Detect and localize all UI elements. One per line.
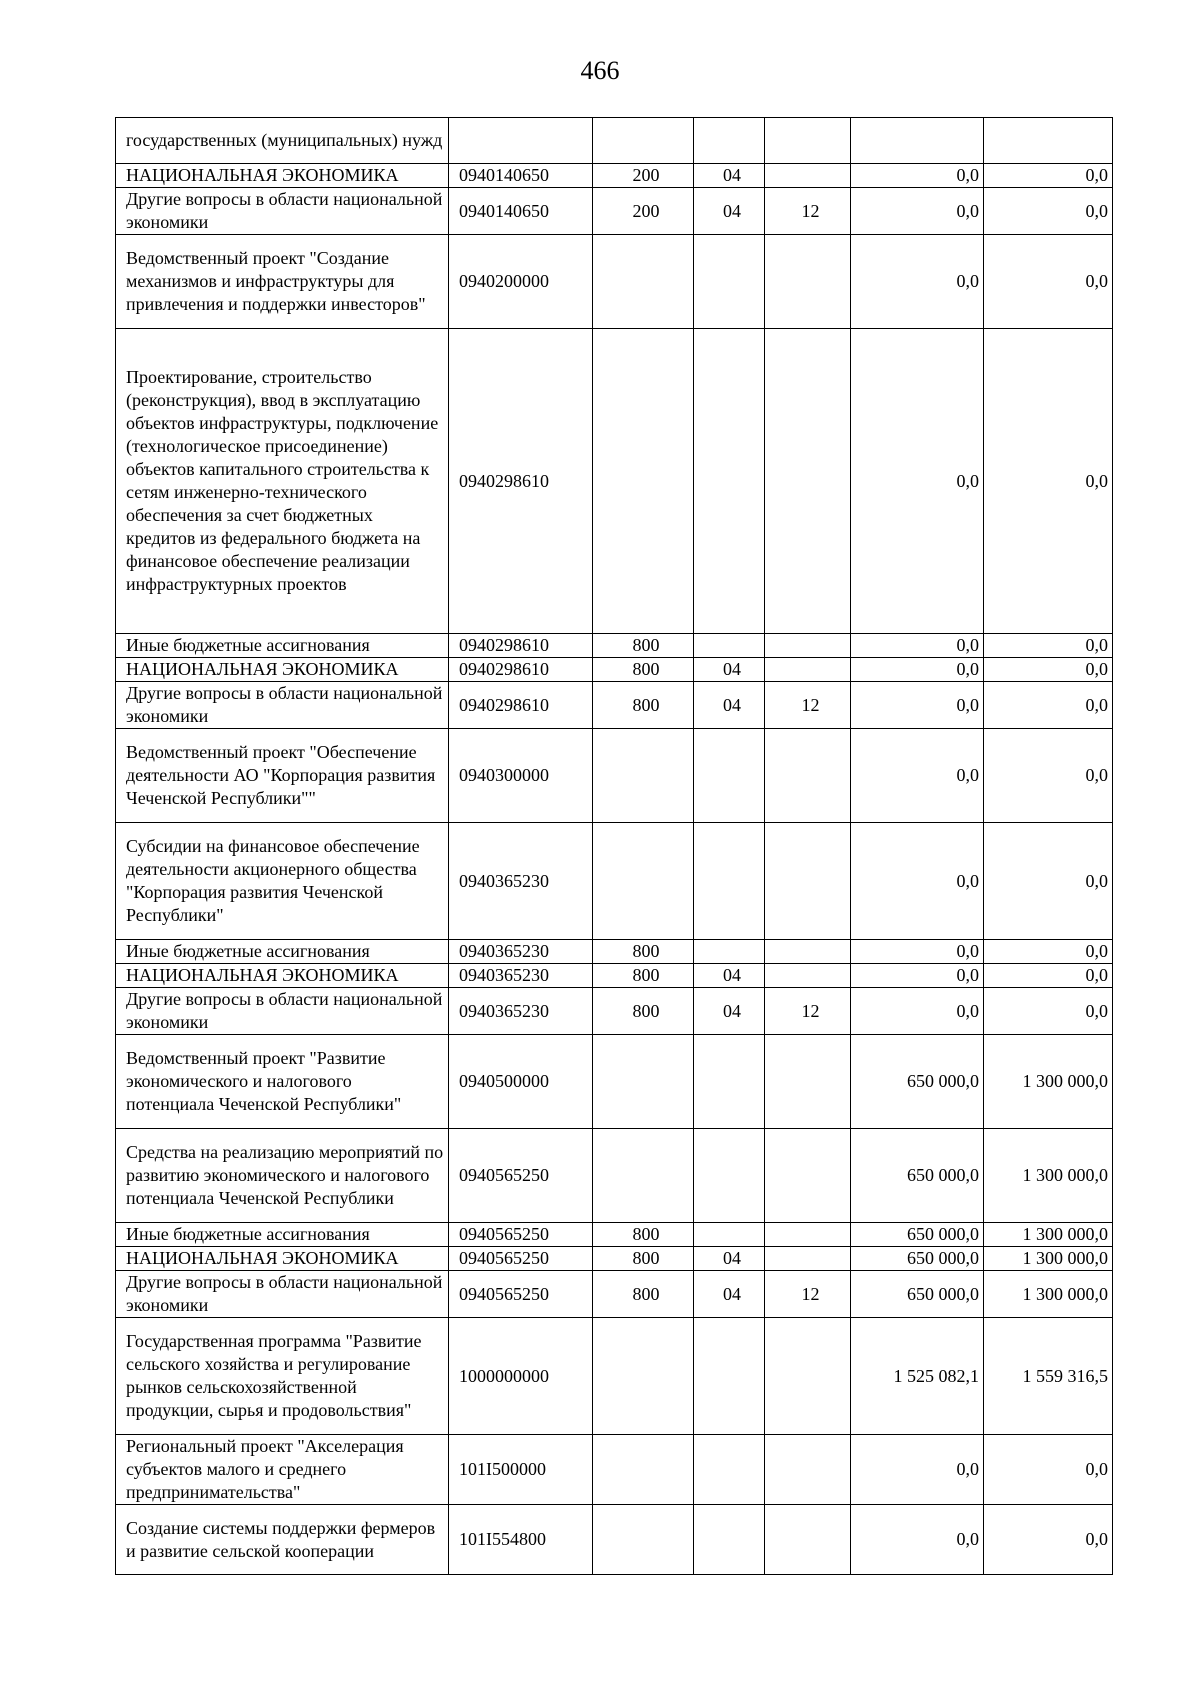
row-section-cell: 04 <box>694 1271 765 1318</box>
row-subsection-cell: 12 <box>765 188 851 235</box>
row-section-cell: 04 <box>694 1247 765 1271</box>
row-code-cell: 1000000000 <box>449 1318 593 1435</box>
row-subsection-cell <box>765 940 851 964</box>
row-name-cell: Средства на реализацию мероприятий по развитию экономического и налогового потенциала Чеченской Республики <box>116 1129 449 1223</box>
row-subsection-cell <box>765 964 851 988</box>
table-row <box>116 964 1113 988</box>
row-subsection-cell: 12 <box>765 1271 851 1318</box>
row-expense-type-cell <box>593 235 694 329</box>
row-subsection-cell <box>765 164 851 188</box>
row-sum-year2-cell: 0,0 <box>984 823 1113 940</box>
row-section-cell <box>694 940 765 964</box>
row-name-cell: Иные бюджетные ассигнования <box>116 940 449 964</box>
row-code-cell: 0940298610 <box>449 634 593 658</box>
row-subsection-cell <box>765 118 851 164</box>
table-row <box>116 235 1113 329</box>
row-code-cell: 101I554800 <box>449 1505 593 1575</box>
row-name-cell: государственных (муниципальных) нужд <box>116 118 449 164</box>
row-expense-type-cell <box>593 823 694 940</box>
table-row <box>116 1505 1113 1575</box>
row-sum-year2-cell <box>984 118 1113 164</box>
row-name-cell: Ведомственный проект "Развитие экономического и налогового потенциала Чеченской Республики" <box>116 1035 449 1129</box>
row-sum-year2-cell: 1 300 000,0 <box>984 1129 1113 1223</box>
table-row <box>116 729 1113 823</box>
row-code-cell: 0940565250 <box>449 1223 593 1247</box>
row-sum-year2-cell: 0,0 <box>984 164 1113 188</box>
row-expense-type-cell: 800 <box>593 634 694 658</box>
row-sum-year1-cell: 0,0 <box>851 682 984 729</box>
row-name-cell: Государственная программа "Развитие сельского хозяйства и регулирование рынков сельскохозяйственной продукции, сырья и продовольствия" <box>116 1318 449 1435</box>
row-code-cell: 0940140650 <box>449 188 593 235</box>
row-code-cell: 0940565250 <box>449 1271 593 1318</box>
row-sum-year1-cell: 0,0 <box>851 329 984 634</box>
row-section-cell: 04 <box>694 964 765 988</box>
row-section-cell <box>694 1223 765 1247</box>
row-name-cell: Другие вопросы в области национальной экономики <box>116 1271 449 1318</box>
row-sum-year2-cell: 0,0 <box>984 329 1113 634</box>
row-section-cell <box>694 118 765 164</box>
row-expense-type-cell: 800 <box>593 1223 694 1247</box>
row-expense-type-cell: 800 <box>593 964 694 988</box>
row-sum-year1-cell: 650 000,0 <box>851 1129 984 1223</box>
row-code-cell: 0940300000 <box>449 729 593 823</box>
row-section-cell: 04 <box>694 682 765 729</box>
row-expense-type-cell <box>593 329 694 634</box>
row-sum-year2-cell: 0,0 <box>984 1505 1113 1575</box>
row-code-cell <box>449 118 593 164</box>
row-subsection-cell <box>765 1435 851 1505</box>
row-code-cell: 0940565250 <box>449 1247 593 1271</box>
row-sum-year2-cell: 0,0 <box>984 682 1113 729</box>
row-expense-type-cell <box>593 1035 694 1129</box>
row-sum-year1-cell: 1 525 082,1 <box>851 1318 984 1435</box>
row-sum-year2-cell: 0,0 <box>984 988 1113 1035</box>
row-code-cell: 0940365230 <box>449 940 593 964</box>
row-sum-year1-cell: 0,0 <box>851 729 984 823</box>
row-subsection-cell: 12 <box>765 988 851 1035</box>
row-name-cell: Региональный проект "Акселерация субъектов малого и среднего предпринимательства" <box>116 1435 449 1505</box>
table-row <box>116 329 1113 634</box>
row-code-cell: 0940298610 <box>449 658 593 682</box>
row-section-cell <box>694 1318 765 1435</box>
row-code-cell: 0940298610 <box>449 682 593 729</box>
row-subsection-cell <box>765 1318 851 1435</box>
row-subsection-cell <box>765 658 851 682</box>
row-name-cell: Другие вопросы в области национальной экономики <box>116 988 449 1035</box>
row-sum-year1-cell: 0,0 <box>851 964 984 988</box>
row-subsection-cell: 12 <box>765 682 851 729</box>
row-subsection-cell <box>765 235 851 329</box>
row-sum-year1-cell: 650 000,0 <box>851 1271 984 1318</box>
row-name-cell: НАЦИОНАЛЬНАЯ ЭКОНОМИКА <box>116 658 449 682</box>
table-row <box>116 1129 1113 1223</box>
row-section-cell: 04 <box>694 188 765 235</box>
row-expense-type-cell: 200 <box>593 188 694 235</box>
row-sum-year1-cell: 0,0 <box>851 634 984 658</box>
table-row <box>116 1271 1113 1318</box>
row-section-cell: 04 <box>694 164 765 188</box>
table-row <box>116 118 1113 164</box>
row-subsection-cell <box>765 329 851 634</box>
row-code-cell: 0940298610 <box>449 329 593 634</box>
row-sum-year1-cell: 0,0 <box>851 164 984 188</box>
row-section-cell <box>694 329 765 634</box>
row-expense-type-cell: 800 <box>593 940 694 964</box>
budget-table-body <box>116 118 1113 1575</box>
row-subsection-cell <box>765 634 851 658</box>
row-subsection-cell <box>765 1035 851 1129</box>
row-expense-type-cell: 800 <box>593 988 694 1035</box>
row-expense-type-cell <box>593 1505 694 1575</box>
row-section-cell <box>694 634 765 658</box>
row-sum-year2-cell: 0,0 <box>984 235 1113 329</box>
row-subsection-cell <box>765 823 851 940</box>
row-section-cell <box>694 1505 765 1575</box>
row-expense-type-cell <box>593 729 694 823</box>
row-code-cell: 0940365230 <box>449 988 593 1035</box>
row-sum-year1-cell: 0,0 <box>851 1505 984 1575</box>
row-code-cell: 0940565250 <box>449 1129 593 1223</box>
row-section-cell: 04 <box>694 988 765 1035</box>
row-name-cell: Иные бюджетные ассигнования <box>116 634 449 658</box>
row-sum-year2-cell: 0,0 <box>984 964 1113 988</box>
row-sum-year1-cell: 0,0 <box>851 188 984 235</box>
row-sum-year2-cell: 1 559 316,5 <box>984 1318 1113 1435</box>
table-row <box>116 823 1113 940</box>
row-sum-year1-cell: 0,0 <box>851 235 984 329</box>
row-section-cell <box>694 1129 765 1223</box>
row-expense-type-cell <box>593 1318 694 1435</box>
row-subsection-cell <box>765 1223 851 1247</box>
table-row <box>116 1035 1113 1129</box>
row-section-cell <box>694 1435 765 1505</box>
row-code-cell: 101I500000 <box>449 1435 593 1505</box>
table-row <box>116 658 1113 682</box>
table-row <box>116 682 1113 729</box>
row-sum-year1-cell: 0,0 <box>851 940 984 964</box>
row-code-cell: 0940365230 <box>449 823 593 940</box>
table-row <box>116 1318 1113 1435</box>
table-row <box>116 164 1113 188</box>
row-expense-type-cell: 200 <box>593 164 694 188</box>
row-name-cell: НАЦИОНАЛЬНАЯ ЭКОНОМИКА <box>116 964 449 988</box>
row-name-cell: Другие вопросы в области национальной экономики <box>116 188 449 235</box>
row-name-cell: Ведомственный проект "Обеспечение деятельности АО "Корпорация развития Чеченской Республики"" <box>116 729 449 823</box>
row-sum-year2-cell: 0,0 <box>984 188 1113 235</box>
row-subsection-cell <box>765 1247 851 1271</box>
row-section-cell <box>694 823 765 940</box>
page-number: 466 <box>580 56 620 85</box>
row-sum-year1-cell: 650 000,0 <box>851 1035 984 1129</box>
row-name-cell: Другие вопросы в области национальной экономики <box>116 682 449 729</box>
row-sum-year1-cell <box>851 118 984 164</box>
row-sum-year2-cell: 0,0 <box>984 634 1113 658</box>
row-sum-year2-cell: 1 300 000,0 <box>984 1223 1113 1247</box>
row-section-cell <box>694 1035 765 1129</box>
row-section-cell <box>694 729 765 823</box>
row-sum-year1-cell: 650 000,0 <box>851 1223 984 1247</box>
row-name-cell: Создание системы поддержки фермеров и развитие сельской кооперации <box>116 1505 449 1575</box>
row-sum-year2-cell: 0,0 <box>984 658 1113 682</box>
row-section-cell: 04 <box>694 658 765 682</box>
row-code-cell: 0940140650 <box>449 164 593 188</box>
table-row <box>116 988 1113 1035</box>
row-expense-type-cell <box>593 1129 694 1223</box>
row-sum-year1-cell: 0,0 <box>851 823 984 940</box>
table-row <box>116 1247 1113 1271</box>
row-name-cell: Субсидии на финансовое обеспечение деятельности акционерного общества "Корпорация развития Чеченской Республики" <box>116 823 449 940</box>
table-row <box>116 940 1113 964</box>
row-expense-type-cell: 800 <box>593 658 694 682</box>
row-sum-year1-cell: 0,0 <box>851 1435 984 1505</box>
row-sum-year2-cell: 0,0 <box>984 1435 1113 1505</box>
row-sum-year2-cell: 1 300 000,0 <box>984 1035 1113 1129</box>
row-name-cell: Иные бюджетные ассигнования <box>116 1223 449 1247</box>
row-sum-year1-cell: 0,0 <box>851 658 984 682</box>
row-name-cell: Проектирование, строительство (реконструкция), ввод в эксплуатацию объектов инфраструктуры, подключение (технологическое присоединение) объектов капитального строительства к сетям инженерно-технического обеспечения за счет бюджетных кредитов из федерального бюджета на финансовое обеспечение реализации инфраструктурных проектов <box>116 329 449 634</box>
row-sum-year1-cell: 650 000,0 <box>851 1247 984 1271</box>
row-name-cell: НАЦИОНАЛЬНАЯ ЭКОНОМИКА <box>116 1247 449 1271</box>
table-row <box>116 1435 1113 1505</box>
table-row <box>116 1223 1113 1247</box>
row-subsection-cell <box>765 1129 851 1223</box>
row-section-cell <box>694 235 765 329</box>
row-name-cell: Ведомственный проект "Создание механизмов и инфраструктуры для привлечения и поддержки инвесторов" <box>116 235 449 329</box>
row-subsection-cell <box>765 1505 851 1575</box>
table-row <box>116 634 1113 658</box>
row-sum-year1-cell: 0,0 <box>851 988 984 1035</box>
row-code-cell: 0940365230 <box>449 964 593 988</box>
row-code-cell: 0940200000 <box>449 235 593 329</box>
row-expense-type-cell <box>593 1435 694 1505</box>
row-sum-year2-cell: 1 300 000,0 <box>984 1271 1113 1318</box>
table-row <box>116 188 1113 235</box>
budget-table <box>115 117 1113 1575</box>
row-code-cell: 0940500000 <box>449 1035 593 1129</box>
row-sum-year2-cell: 0,0 <box>984 940 1113 964</box>
row-expense-type-cell: 800 <box>593 1247 694 1271</box>
row-expense-type-cell: 800 <box>593 1271 694 1318</box>
row-expense-type-cell: 800 <box>593 682 694 729</box>
row-sum-year2-cell: 0,0 <box>984 729 1113 823</box>
row-subsection-cell <box>765 729 851 823</box>
row-name-cell: НАЦИОНАЛЬНАЯ ЭКОНОМИКА <box>116 164 449 188</box>
row-expense-type-cell <box>593 118 694 164</box>
row-sum-year2-cell: 1 300 000,0 <box>984 1247 1113 1271</box>
